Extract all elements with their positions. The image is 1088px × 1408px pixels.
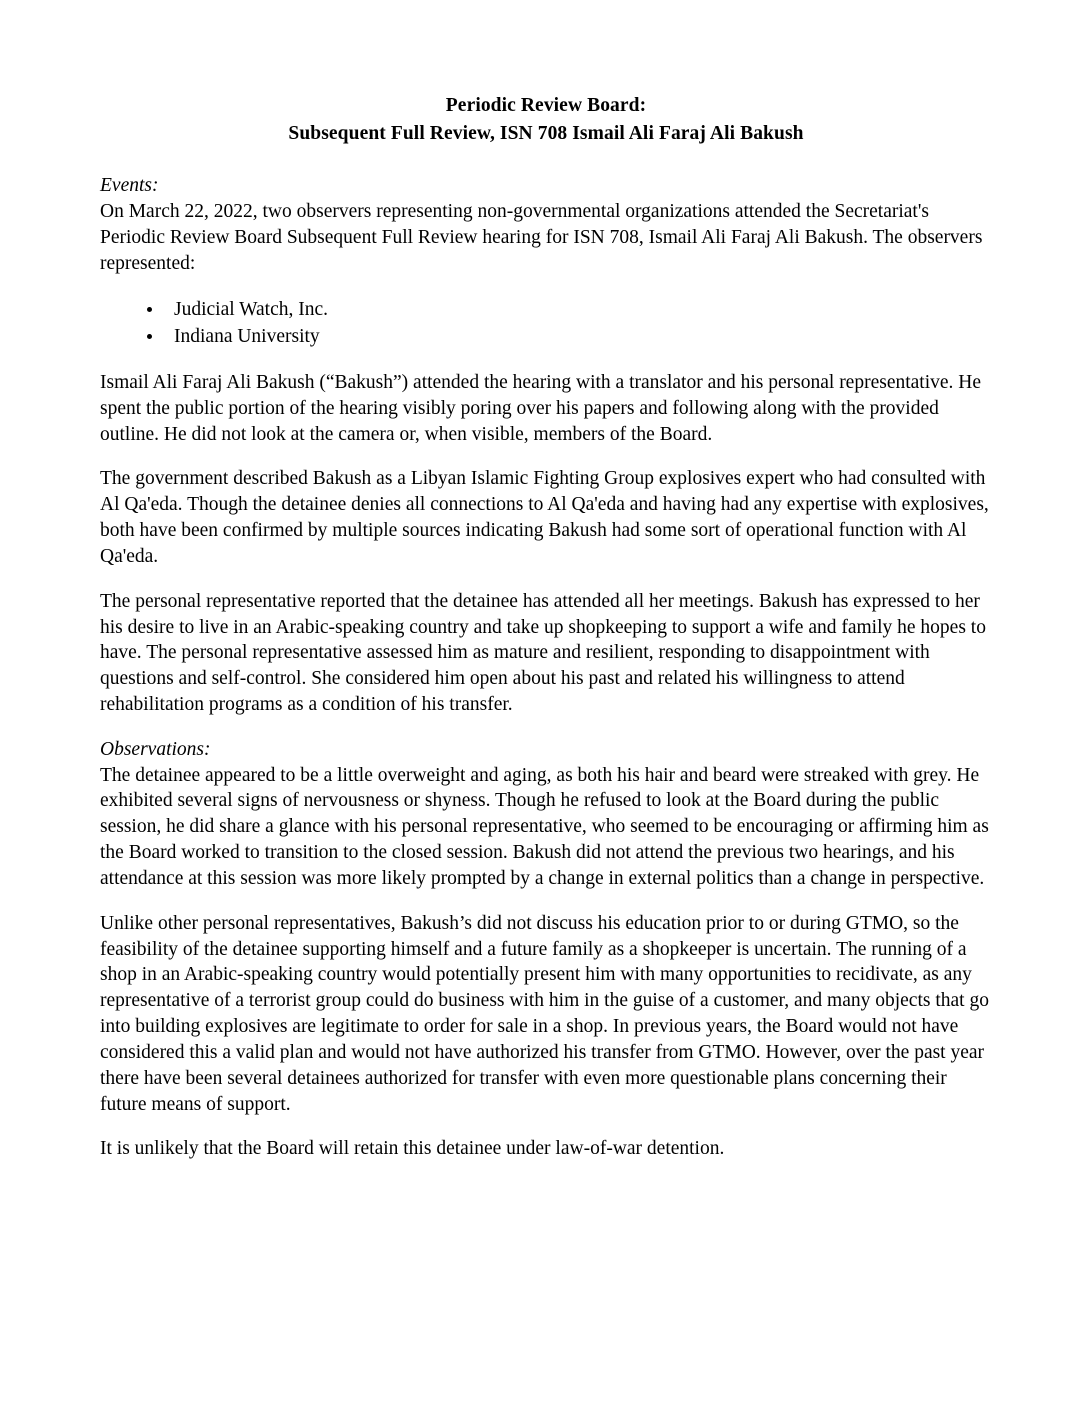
observations-heading: Observations: bbox=[100, 738, 211, 760]
section-spacer bbox=[100, 718, 992, 737]
events-heading: Events: bbox=[100, 175, 159, 197]
observer-organizations-list bbox=[100, 296, 992, 351]
events-paragraph-3: The government described Bakush as a Libyan Islamic Fighting Group explosives expert who had consulted with Al Qa'eda. Though the detainee denies all connections to Al Qa'eda and having had any expertise with explosives, both have been confirmed by multiple sources indicating Bakush had some sort of operational function with Al Qa'eda. bbox=[100, 468, 989, 567]
page-title-line-1: Periodic Review Board: bbox=[445, 95, 647, 116]
paragraph-spacer bbox=[100, 447, 992, 466]
list-item: • Judicial Watch, Inc. bbox=[164, 296, 992, 324]
conclusion-paragraph: It is unlikely that the Board will retain this detainee under law-of-war detention. bbox=[100, 1138, 725, 1160]
events-intro-paragraph: On March 22, 2022, two observers representing non-governmental organizations attended the Secretariat's Periodic Review Board Subsequent Full Review hearing for ISN 708, Ismail Ali Faraj Ali Bakush. The observers represented: bbox=[100, 201, 983, 274]
page-title-line-2: Subsequent Full Review, ISN 708 Ismail Ali Faraj Ali Bakush bbox=[288, 122, 804, 144]
paragraph-spacer bbox=[100, 892, 992, 911]
page-title bbox=[100, 92, 992, 147]
observations-paragraph-2: Unlike other personal representatives, Bakush’s did not discuss his education prior to or during GTMO, so the feasibility of the detainee supporting himself and a future family as a shopkeeper is uncertain. The running of a shop in an Arabic-speaking country would potentially present him with many opportunities to recidivate, as any representative of a terrorist group could do business with him in the guise of a customer, and many objects that go into building explosives are legitimate to order for sale in a shop. In previous years, the Board would not have considered this a valid plan and would not have authorized his transfer from GTMO. However, over the past year there have been several detainees authorized for transfer with even more questionable plans concerning their future means of support. bbox=[100, 912, 989, 1115]
paragraph-spacer bbox=[100, 570, 992, 589]
observations-section bbox=[100, 737, 992, 1162]
events-paragraph-2: Ismail Ali Faraj Ali Bakush (“Bakush”) attended the hearing with a translator and his personal representative. He spent the public portion of the hearing visibly poring over his papers and following along with the provided outline. He did not look at the camera or, when visible, members of the Board. bbox=[100, 371, 982, 445]
events-paragraph-4: The personal representative reported that the detainee has attended all her meetings. Bakush has expressed to her his desire to live in an Arabic-speaking country and take up shopkeeping to support a wife and family he hopes to have. The personal representative assessed him as mature and resilient, responding to disappointment with questions and self-control. She considered him open about his past and related his willingness to attend rehabilitation programs as a condition of his transfer. bbox=[100, 590, 986, 716]
events-section bbox=[100, 173, 992, 718]
paragraph-spacer bbox=[100, 1117, 992, 1136]
observations-paragraph-1: The detainee appeared to be a little overweight and aging, as both his hair and beard were streaked with grey. He exhibited several signs of nervousness or shyness. Though he refused to look at the Board during the public session, he did share a glance with his personal representative, who seemed to be encouraging or affirming him as the Board worked to transition to the closed session. Bakush did not attend the previous two hearings, and his attendance at this session was more likely prompted by a change in external politics than a change in perspective. bbox=[100, 764, 989, 889]
list-item: • Indiana University bbox=[164, 323, 992, 351]
